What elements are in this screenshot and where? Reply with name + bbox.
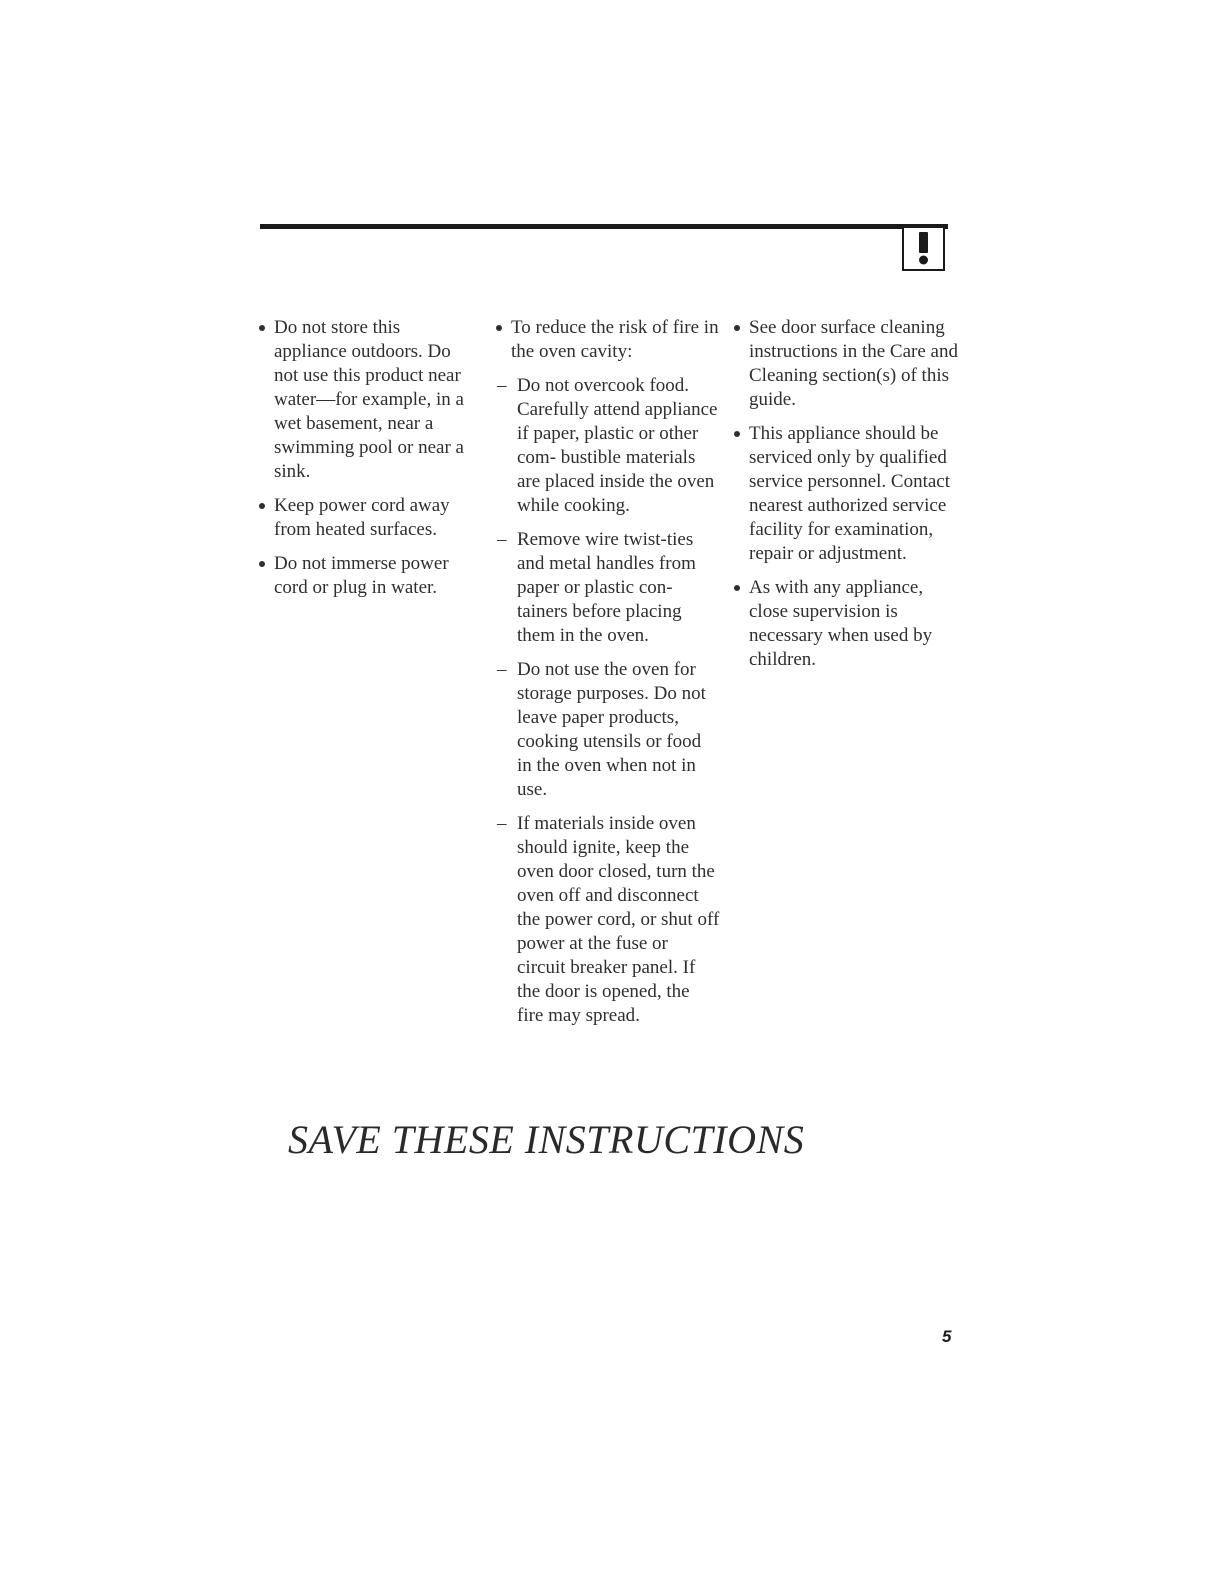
bullet-icon xyxy=(734,585,740,591)
bullet-icon xyxy=(259,503,265,509)
list-item xyxy=(733,422,958,566)
list-item-text: As with any appliance, close supervision is necessary when used by children. xyxy=(749,577,933,670)
sub-item xyxy=(495,374,720,518)
bullet-icon xyxy=(259,561,265,567)
column-2 xyxy=(495,316,720,1038)
bullet-icon xyxy=(496,325,502,331)
dash-icon: – xyxy=(497,813,507,834)
dash-icon: – xyxy=(497,375,507,396)
bullet-icon xyxy=(259,325,265,331)
sub-item-text: If materials inside oven should ignite, keep the oven door closed, turn the oven off and disconnect the power cord, or shut off power at the fuse or circuit breaker panel. If the door is opened, the fire may spread. xyxy=(517,813,720,1026)
sub-item-text: Remove wire twist-ties and metal handles from paper or plastic con- tainers before placing them in the oven. xyxy=(517,529,696,646)
dash-icon: – xyxy=(497,659,507,680)
list-item xyxy=(258,316,473,484)
list-item-text: Do not store this appliance outdoors. Do not use this product near water—for example, in a wet basement, near a swimming pool or near a sink. xyxy=(274,317,464,482)
save-instructions-heading: SAVE THESE INSTRUCTIONS xyxy=(288,1117,805,1162)
page-number: 5 xyxy=(942,1327,952,1346)
list-item xyxy=(495,316,720,364)
sub-item xyxy=(495,658,720,802)
list-item xyxy=(733,576,958,672)
sub-item xyxy=(495,528,720,648)
list-item xyxy=(733,316,958,412)
sub-item-text: Do not use the oven for storage purposes. Do not leave paper products, cooking utensils or food in the oven when not in use. xyxy=(517,659,706,800)
list-item-text: This appliance should be serviced only by qualified service personnel. Contact nearest authorized service facility for examination, repair or adjustment. xyxy=(749,423,951,564)
list-item xyxy=(258,552,473,600)
list-item-text: Keep power cord away from heated surfaces. xyxy=(274,495,450,540)
column-1 xyxy=(258,316,473,610)
sub-item-text: Do not overcook food. Carefully attend appliance if paper, plastic or other com- bustible materials are placed inside the oven while cooking. xyxy=(517,375,718,516)
column-3 xyxy=(733,316,958,682)
exclamation-icon xyxy=(902,228,945,271)
list-item xyxy=(258,494,473,542)
dash-icon: – xyxy=(497,529,507,550)
sub-item xyxy=(495,812,720,1028)
bullet-icon xyxy=(734,325,740,331)
list-item-text: See door surface cleaning instructions in the Care and Cleaning section(s) of this guide. xyxy=(749,317,958,410)
list-item-text: Do not immerse power cord or plug in water. xyxy=(274,553,449,598)
bullet-icon xyxy=(734,431,740,437)
header-rule xyxy=(260,224,948,229)
fire-risk-intro: To reduce the risk of fire in the oven cavity: xyxy=(511,317,719,362)
